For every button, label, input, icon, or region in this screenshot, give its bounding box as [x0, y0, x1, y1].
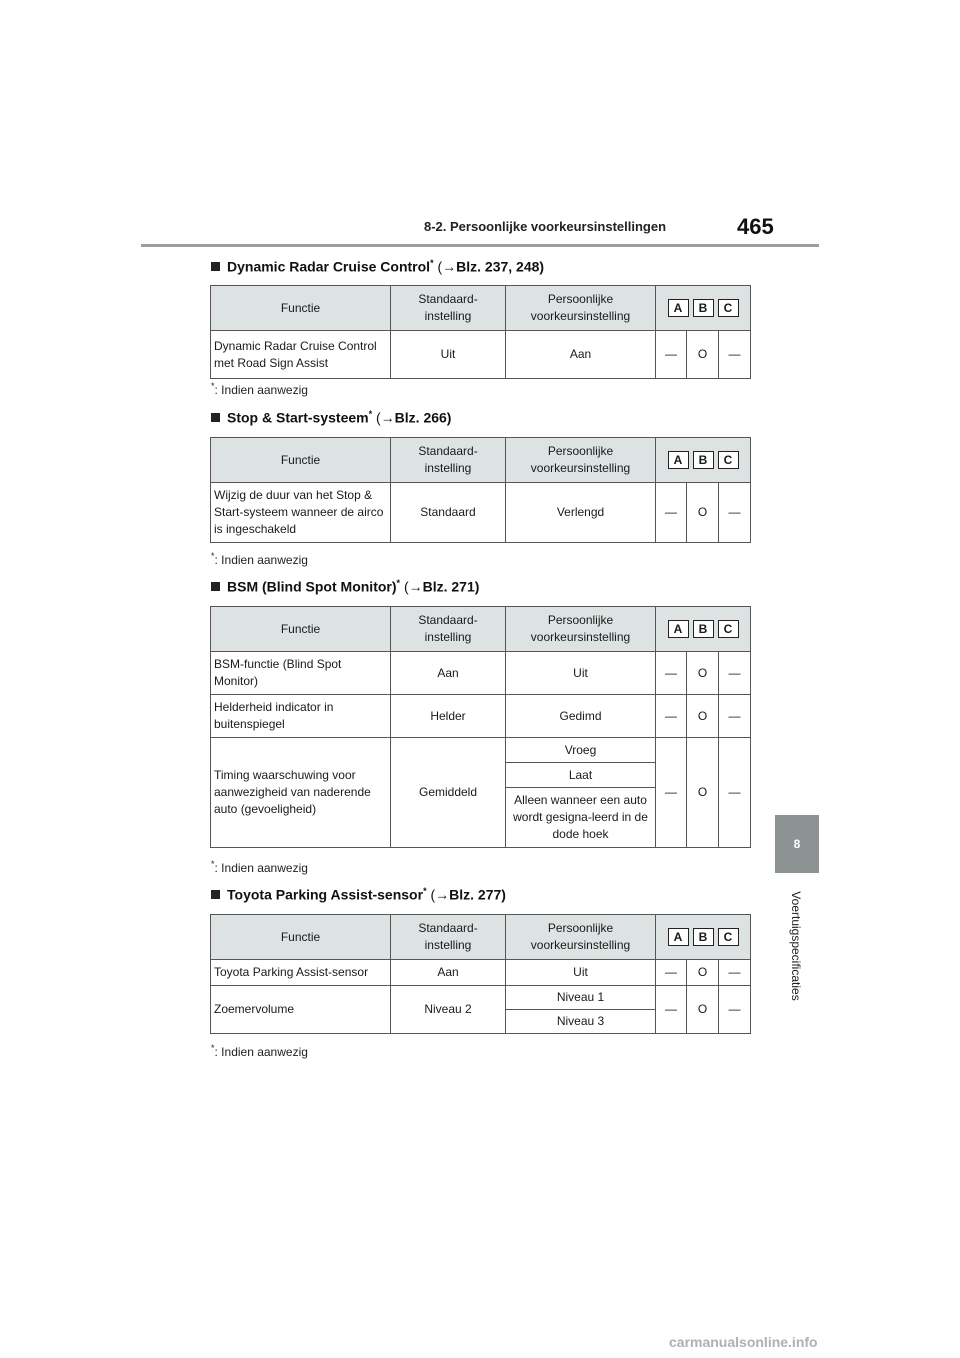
header-rule [141, 244, 819, 247]
table-header-row: Functie Standaard- instelling Persoonlijke voorkeursinstelling A B C [211, 607, 751, 652]
square-bullet-icon [211, 262, 220, 271]
settings-table-stop-start [210, 437, 751, 543]
c-icon: C [718, 299, 739, 317]
footnote: *: Indien aanwezig [211, 1043, 308, 1059]
b-icon: B [693, 299, 714, 317]
section-heading-drcc: Dynamic Radar Cruise Control* (→Blz. 237, 248) [211, 258, 544, 275]
table-row: Wijzig de duur van het Stop & Start-systeem wanneer de airco is ingeschakeld Standaard Verlengd — O — [211, 483, 751, 543]
b-icon: B [693, 620, 714, 638]
footnote: *: Indien aanwezig [211, 381, 308, 397]
settings-table-parking-assist [210, 914, 751, 1034]
page-header-title: 8-2. Persoonlijke voorkeursinstellingen [424, 219, 667, 234]
table-header-row: Functie Standaard- instelling Persoonlijke voorkeursinstelling A B C [211, 286, 751, 331]
a-icon: A [668, 299, 689, 317]
table-row: Zoemervolume Niveau 2 Niveau 1 — O — [211, 986, 751, 1010]
section-heading-parking-assist: Toyota Parking Assist-sensor* (→Blz. 277) [211, 886, 506, 903]
table-row: Niveau 3 [211, 1010, 751, 1034]
settings-table-drcc [210, 285, 751, 379]
b-icon: B [693, 928, 714, 946]
table-row: Alleen wanneer een auto wordt gesigna-leerd in de dode hoek [211, 788, 751, 848]
section-heading-bsm: BSM (Blind Spot Monitor)* (→Blz. 271) [211, 578, 479, 595]
table-row: BSM-functie (Blind Spot Monitor) Aan Uit — O — [211, 652, 751, 695]
table-header-row: Functie Standaard- instelling Persoonlijke voorkeursinstelling A B C [211, 438, 751, 483]
page-number: 465 [737, 214, 774, 239]
page-ref-link[interactable]: Blz. 271) [422, 578, 480, 595]
a-icon: A [668, 451, 689, 469]
footnote: *: Indien aanwezig [211, 859, 308, 875]
a-icon: A [668, 928, 689, 946]
square-bullet-icon [211, 413, 220, 422]
page-ref-link[interactable]: Blz. 237, 248) [456, 258, 545, 275]
table-row: Dynamic Radar Cruise Control met Road Sign Assist Uit Aan — O — [211, 331, 751, 379]
c-icon: C [718, 451, 739, 469]
settings-table-bsm [210, 606, 751, 848]
square-bullet-icon [211, 582, 220, 591]
chapter-tab-label: Voertuigspecificaties [789, 891, 803, 1001]
table-row: Toyota Parking Assist-sensor Aan Uit — O — [211, 960, 751, 986]
square-bullet-icon [211, 890, 220, 899]
table-row: Laat [211, 763, 751, 788]
chapter-tab[interactable]: 8 [775, 815, 819, 873]
b-icon: B [693, 451, 714, 469]
page-ref-link[interactable]: Blz. 266) [394, 409, 452, 426]
table-row: Helderheid indicator in buitenspiegel Helder Gedimd — O — [211, 695, 751, 738]
a-icon: A [668, 620, 689, 638]
c-icon: C [718, 928, 739, 946]
section-heading-stop-start: Stop & Start-systeem* (→Blz. 266) [211, 409, 451, 426]
table-header-row: Functie Standaard- instelling Persoonlijke voorkeursinstelling A B C [211, 915, 751, 960]
footnote: *: Indien aanwezig [211, 551, 308, 567]
table-row: Timing waarschuwing voor aanwezigheid van naderende auto (gevoeligheid) Gemiddeld Vroeg — O — [211, 738, 751, 763]
watermark: carmanualsonline.info [669, 1334, 818, 1350]
page-ref-link[interactable]: Blz. 277) [449, 886, 506, 903]
c-icon: C [718, 620, 739, 638]
